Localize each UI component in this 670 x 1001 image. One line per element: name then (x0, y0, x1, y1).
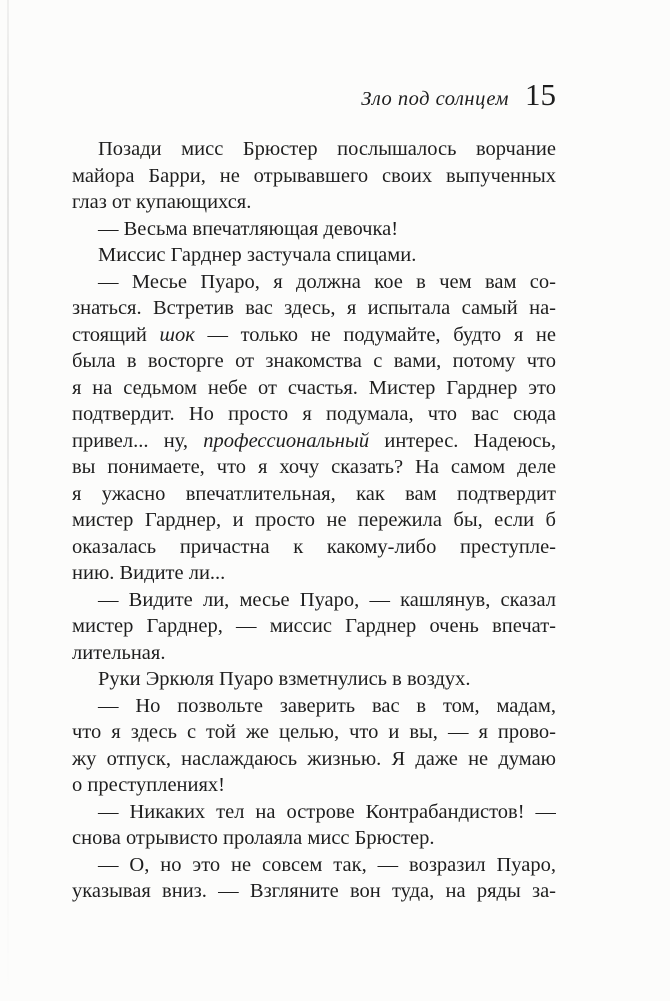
text-line: Миссис Гарднер застучала спицами. (98, 244, 417, 266)
text-line: — Весьма впечатляющая девочка! (98, 217, 399, 240)
text-line: жу отпуск, наслаждаюсь жизнью. Я даже не думаю (72, 747, 556, 770)
running-header (0, 78, 556, 112)
text-line: была в восторге от знакомства с вами, потому что (72, 350, 556, 372)
text-line: я на седьмом небе от счастья. Мистер Гарднер это (72, 376, 556, 399)
text-line: что я здесь с той же целью, что и вы, — я прово- (72, 721, 556, 743)
text-line: оказалась причастна к какому-либо преступле- (72, 535, 556, 558)
text-line: — Видите ли, месье Пуаро, — кашлянув, сказал (98, 588, 556, 611)
text-line: привел... ну, профессиональный интерес. Надеюсь, (72, 429, 556, 452)
italic-text: профессиональный (203, 429, 370, 452)
text-line: вы понимаете, что я хочу сказать? На самом деле (72, 456, 556, 478)
text-line: майора Барри, не отрывавшего своих выпученных (72, 164, 556, 187)
text-line: я ужасно впечатлительная, как вам подтвердит (72, 482, 556, 505)
book-title: Зло под солнцем (361, 88, 509, 110)
text-line: указывая вниз. — Взгляните вон туда, на ряды за- (72, 880, 556, 902)
page-number: 15 (525, 77, 556, 112)
text-line: лительная. (72, 641, 166, 664)
text-line: глаз от купающихся. (72, 191, 252, 213)
text-line: нию. Видите ли... (72, 562, 226, 584)
text-line: стоящий шок — только не подумайте, будто я не (72, 323, 556, 346)
text-line: о преступлениях! (72, 774, 225, 796)
page-fold-shadow (7, 0, 9, 1001)
text-line: подтвердит. Но просто я подумала, что вас сюда (72, 403, 556, 425)
page-text (72, 136, 556, 905)
text-line: — Месье Пуаро, я должна кое в чем вам со- (98, 270, 556, 293)
text-line: Руки Эркюля Пуаро взметнулись в воздух. (98, 668, 471, 690)
text-line: мистер Гарднер, и просто не пережила бы, если б (72, 509, 556, 531)
text-line: мистер Гарднер, — миссис Гарднер очень впечат- (72, 615, 556, 637)
text-line: — Никаких тел на острове Контрабандистов! — (98, 800, 556, 823)
text-line: — Но позвольте заверить вас в том, мадам, (98, 694, 556, 717)
text-line: Позади мисс Брюстер послышалось ворчание (98, 138, 556, 160)
italic-text: шок (159, 323, 195, 346)
text-line: — О, но это не совсем так, — возразил Пуаро, (98, 853, 556, 876)
text-line: знаться. Встретив вас здесь, я испытала самый на- (72, 297, 556, 319)
text-line: снова отрывисто пролаяла мисс Брюстер. (72, 827, 435, 849)
